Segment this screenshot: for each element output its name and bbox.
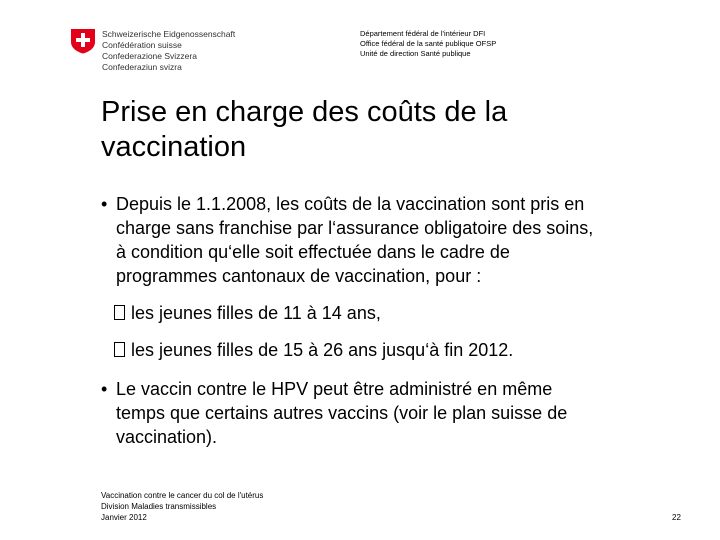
footer-line: Janvier 2012 (101, 513, 147, 522)
sub-item (101, 301, 691, 325)
footer-line: Division Maladies transmissibles (101, 502, 217, 511)
sub-item-text: les jeunes filles de 15 à 26 ans jusqu‘à fin 2012. (131, 340, 514, 360)
bullet-line: programmes cantonaux de vaccination, pour : (116, 266, 482, 286)
department-info (360, 29, 496, 59)
confederation-names (102, 29, 235, 73)
bullet-line: charge sans franchise par l‘assurance obligatoire des soins, (116, 218, 594, 238)
footer (101, 490, 263, 523)
bullet-list (101, 192, 691, 449)
bullet-dot: • (101, 379, 108, 399)
department-line: Département fédéral de l'intérieur DFI (360, 29, 486, 38)
bullet-line: à condition qu‘elle soit effectuée dans le cadre de (116, 242, 510, 262)
department-line: Office fédéral de la santé publique OFSP (360, 39, 497, 48)
bullet-item (101, 377, 691, 449)
confederation-line: Schweizerische Eidgenossenschaft (102, 29, 236, 39)
confederation-line: Confederazione Svizzera (102, 51, 197, 61)
title-line: vaccination (101, 131, 247, 163)
missing-glyph-box (114, 342, 125, 357)
bullet-line: vaccination). (116, 427, 218, 447)
sub-item (101, 338, 691, 362)
bullet-item (101, 192, 691, 288)
missing-glyph-box (114, 305, 125, 320)
swiss-cross-shield-icon (70, 28, 96, 54)
sub-item-text: les jeunes filles de 11 à 14 ans, (131, 303, 381, 323)
slide-title (101, 95, 681, 165)
page-number: 22 (672, 513, 681, 522)
bullet-line: Le vaccin contre le HPV peut être administré en même (116, 379, 553, 399)
title-line: Prise en charge des coûts de la (101, 96, 508, 128)
bullet-dot: • (101, 194, 108, 214)
confederation-line: Confédération suisse (102, 40, 182, 50)
confederation-line: Confederaziun svizra (102, 62, 182, 72)
bullet-line: Depuis le 1.1.2008, les coûts de la vaccination sont pris en (116, 194, 585, 214)
department-line: Unité de direction Santé publique (360, 49, 471, 58)
bullet-line: temps que certains autres vaccins (voir le plan suisse de (116, 403, 568, 423)
footer-line: Vaccination contre le cancer du col de l'utérus (101, 491, 264, 500)
